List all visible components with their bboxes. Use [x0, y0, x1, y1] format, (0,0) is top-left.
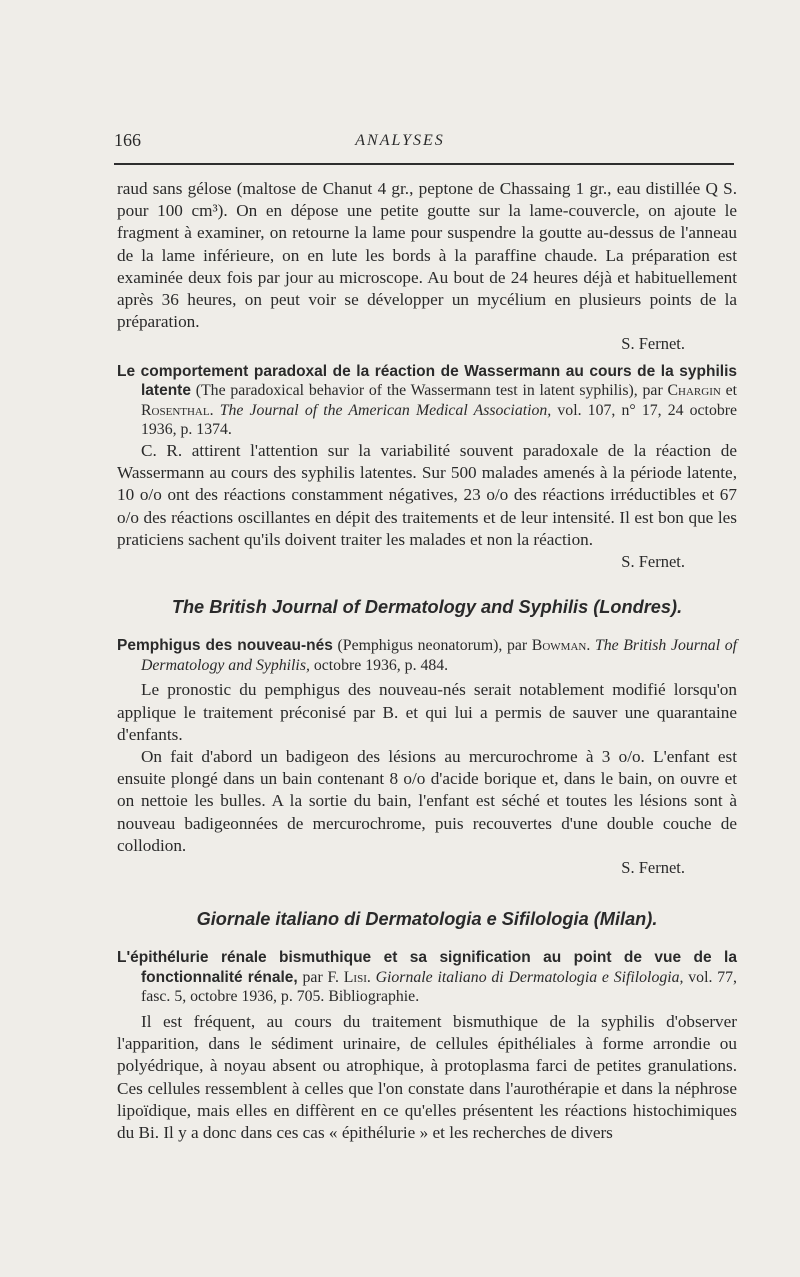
article1-header [117, 362, 737, 440]
signature: S. Fernet. [621, 334, 685, 354]
article1-body: C. R. attirent l'attention sur la variabilité souvent paradoxale de la réaction de Wassermann au cours des syphilis latentes. Sur 500 malades amenés à la période latente, 10 o/o ont des réactions constamment négatives, 23 o/o des réactions irréductibles et 67 o/o des réactions oscillantes en dépit des traitements et de leur intensité. Il est bon que les praticiens sachent qu'ils doivent traiter les malades et non la réaction. [117, 441, 737, 549]
article3-header [117, 948, 737, 1007]
signature: S. Fernet. [621, 552, 685, 572]
journal-citation: The British Journal of Dermatology and Syphilis, [141, 637, 738, 674]
author-name: Chargin [667, 382, 721, 400]
article-reference: (The paradoxical behavior of the Wassermann test in latent syphilis), par [195, 382, 663, 400]
article2-paragraph: Le pronostic du pemphigus des nouveau-nés serait notablement modifié lorsqu'on applique le traitement préconisé par B. et qui lui a permis de sauver une quarantaine d'enfants. [117, 680, 737, 744]
running-title: ANALYSES [355, 132, 445, 149]
article2-paragraph: On fait d'abord un badigeon des lésions au mercurochrome à 3 o/o. L'enfant est ensuite plongé dans un bain contenant 8 o/o d'acide borique et, dans le bain, on ouvre et on nettoie les bulles. A la sortie du bain, l'enfant est séché et toutes les lésions sont à nouveau badigeonnées de mercurochrome, puis recouvertes d'une double couche de collodion. [117, 747, 737, 855]
journal-heading: The British Journal of Dermatology and Syphilis (Londres). [171, 597, 683, 618]
citation-details: vol. 107, n° 17, 24 octobre 1936, p. 1374. [141, 401, 738, 439]
page-content [117, 178, 737, 1144]
page-header [0, 130, 800, 160]
article-reference: par F. [302, 968, 339, 986]
article-title: Pemphigus des nouveau-nés [117, 637, 333, 655]
journal-citation: Giornale italiano di Dermatologia e Sifilologia, [375, 968, 684, 986]
journal-heading: Giornale italiano di Dermatologia e Sifilologia (Milan). [196, 909, 658, 930]
journal-citation: The Journal of the American Medical Association, [219, 401, 552, 419]
article-reference: (Pemphigus neonatorum), par [337, 637, 528, 655]
page-number: 166 [114, 130, 141, 150]
section1-text: raud sans gélose (maltose de Chanut 4 gr., peptone de Chassaing 1 gr., eau distillée Q S. pour 100 cm³). On en dépose une petite goutte sur la lame-couvercle, on ajoute le fragment à examiner, on retourne la lame pour suspendre la goutte au-dessus de l'anneau de la lame inférieure, on en lute les bords à la paraffine chaude. La préparation est examinée deux fois par jour au microscope. Au bout de 24 heures déjà et habituellement après 36 heures, on peut voir se développer un mycélium en plusieurs points de la préparation. [117, 179, 737, 332]
conjunction: et [725, 382, 738, 400]
article-title: L'épithélurie rénale bismuthique et sa signification au point de vue de la fonctionnalité rénale, [117, 949, 737, 986]
signature: S. Fernet. [621, 858, 685, 878]
article2-header [117, 636, 737, 675]
header-rule [114, 163, 734, 165]
citation-details: vol. 77, fasc. 5, octobre 1936, p. 705. Bibliographie. [141, 968, 737, 1006]
article3-body: Il est fréquent, au cours du traitement bismuthique de la syphilis d'observer l'apparition, dans le sédiment urinaire, de cellules épithéliales à forme arrondie ou polyédrique, à noyau absent ou atrophique, à protoplasma farci de petites granulations. Ces cellules ressemblent à celles que l'on constate dans l'aurothérapie et dans la néphrose lipoïdique, mais elles en diffèrent en ce qu'elles présentent les réactions histochimiques du Bi. Il y a donc dans ces cas « épithélurie » et les recherches de divers [117, 1012, 737, 1143]
author-name: Rosenthal. [141, 401, 214, 419]
author-name: Lisi. [343, 968, 371, 986]
article-title: Le comportement paradoxal de la réaction de Wassermann au cours de la syphilis latente [117, 362, 737, 400]
citation-details: octobre 1936, p. 484. [313, 656, 449, 674]
author-name: Bowman. [531, 637, 591, 655]
